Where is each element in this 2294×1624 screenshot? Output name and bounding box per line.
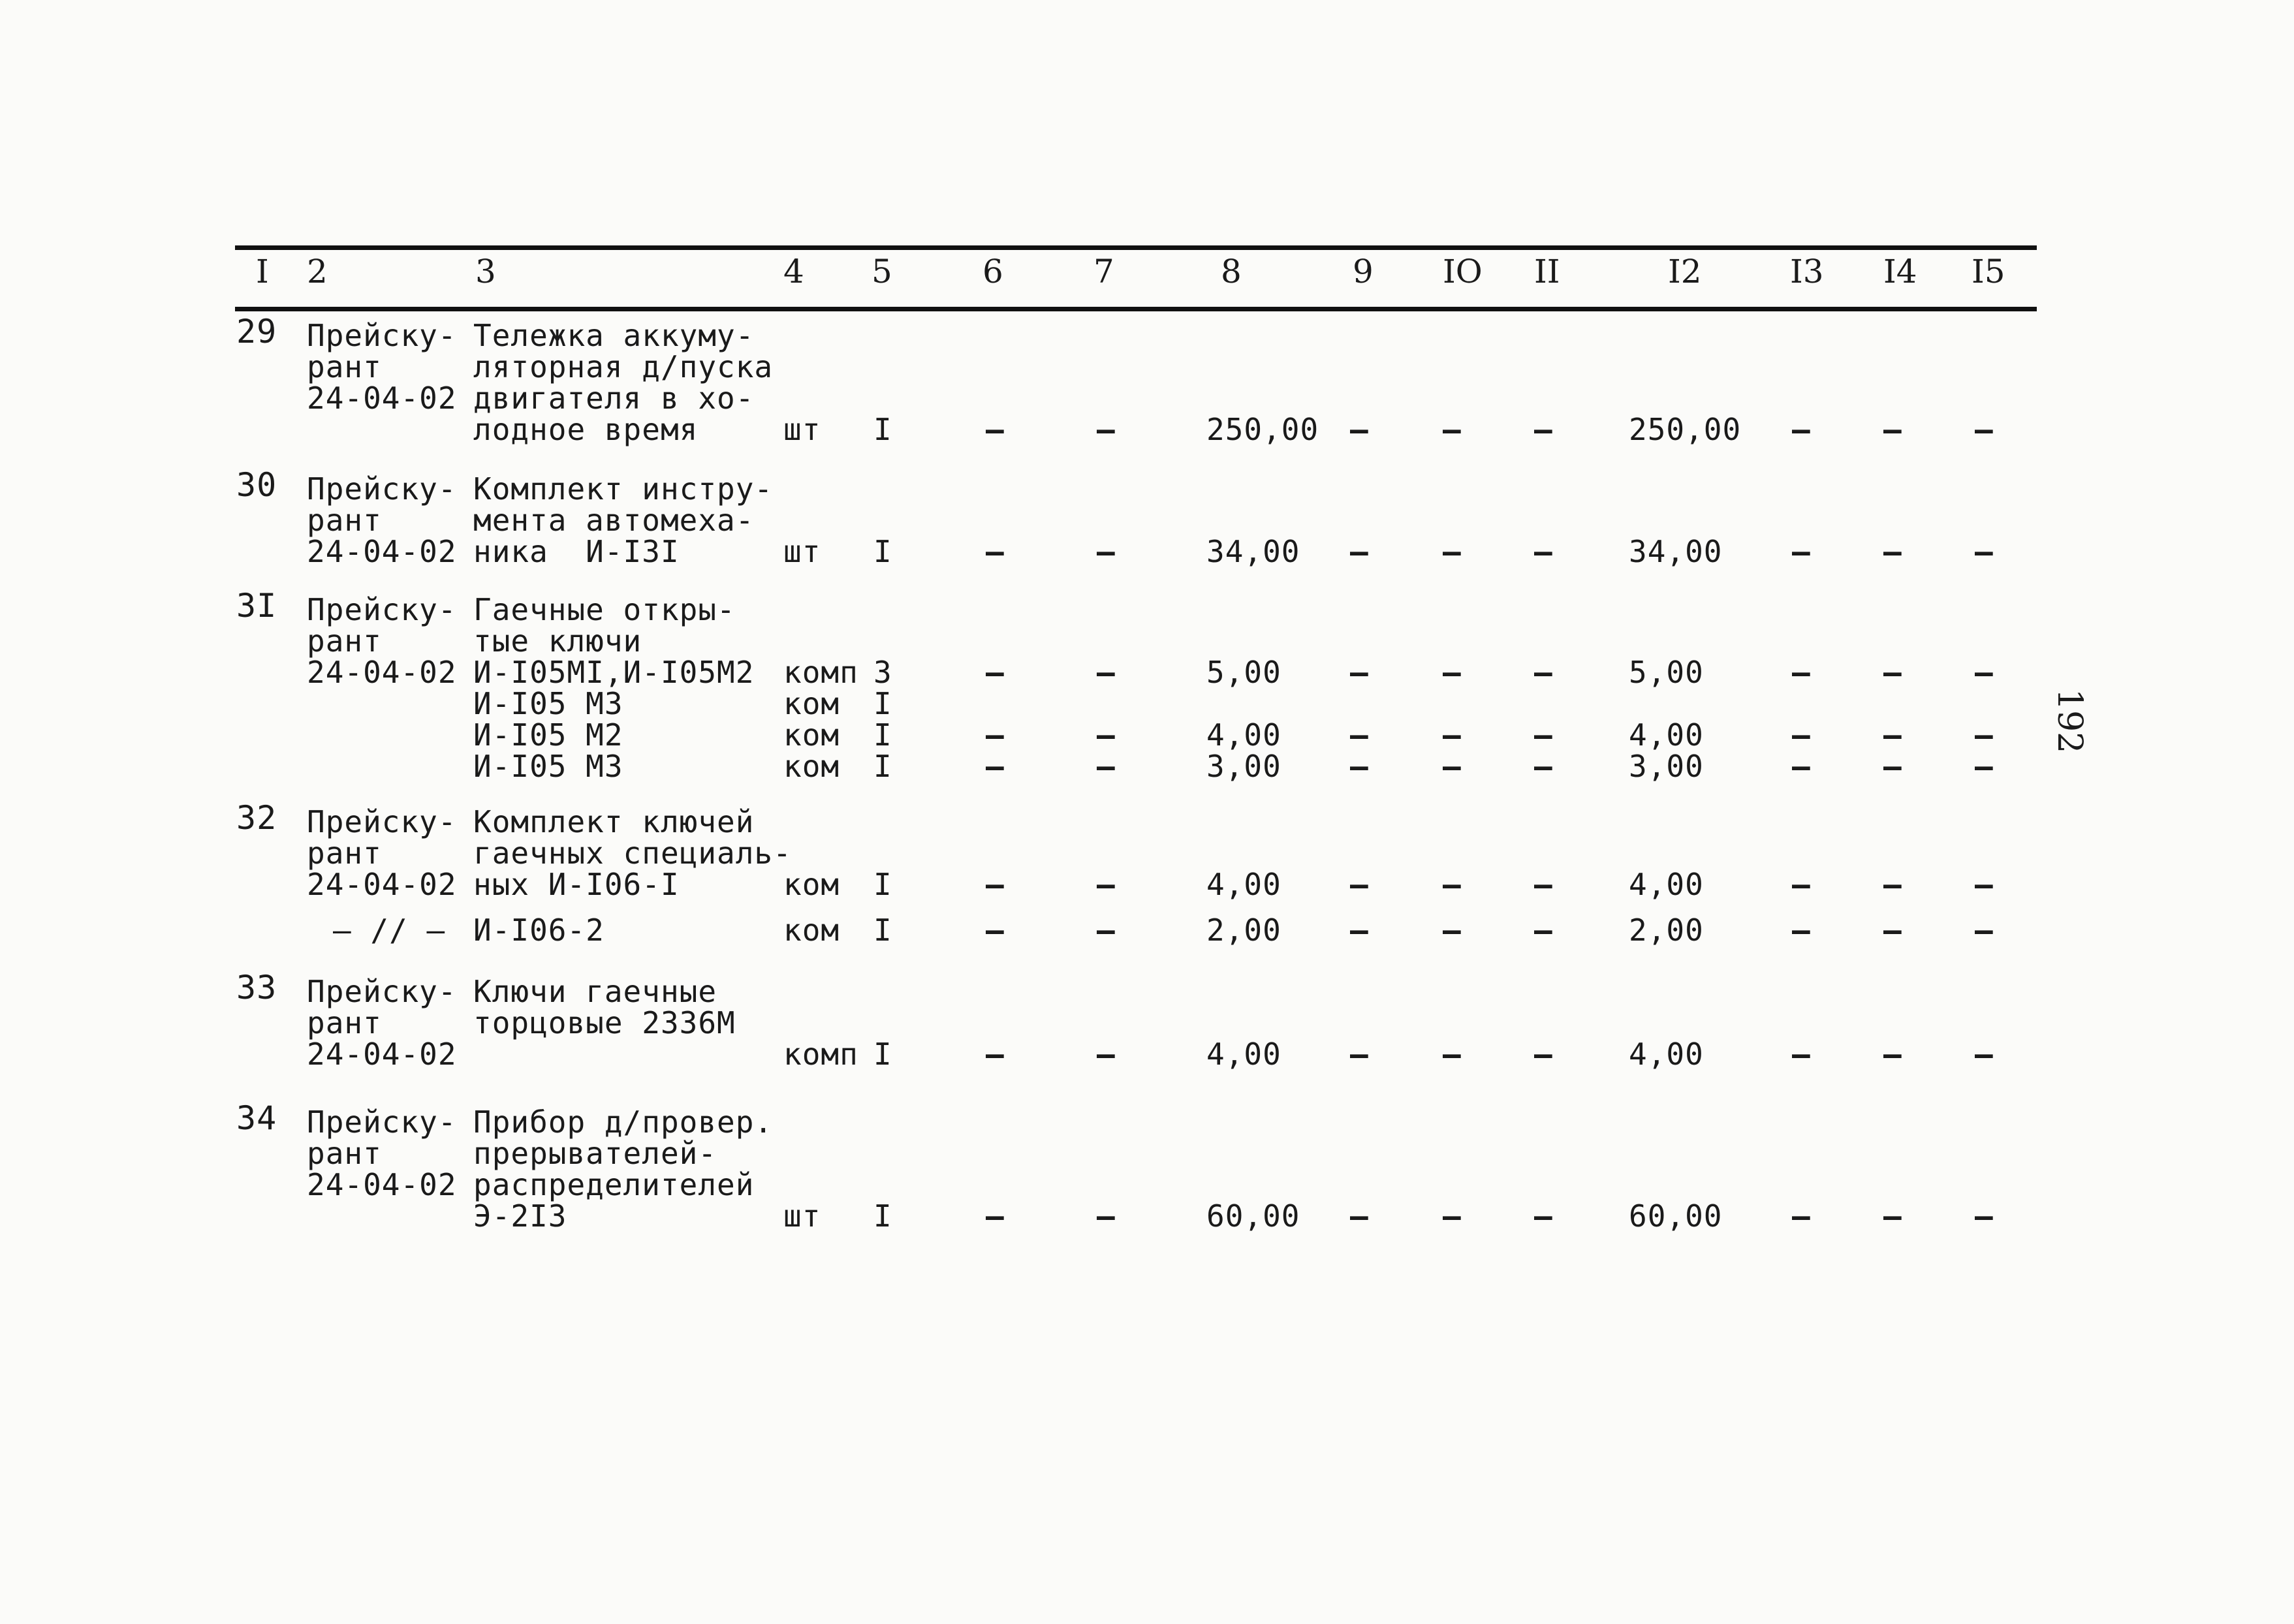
cell-c14: –: [1883, 1037, 1902, 1072]
cell-c8: 2,00: [1206, 913, 1281, 948]
row-source-line: 24-04-02: [307, 1167, 457, 1202]
cell-c15: –: [1975, 1198, 1994, 1234]
cell-c12: 250,00: [1629, 412, 1742, 447]
cell-c15: –: [1975, 749, 1994, 784]
cell-c9: –: [1350, 913, 1369, 948]
column-header: 9: [1353, 253, 1374, 290]
cell-c9: –: [1350, 1198, 1369, 1234]
cell-qty: I: [873, 1037, 892, 1072]
column-header: I3: [1790, 253, 1824, 290]
cell-c11: –: [1534, 1198, 1553, 1234]
cell-c12: 4,00: [1629, 867, 1704, 902]
cell-c6: –: [986, 1198, 1005, 1234]
cell-c8: 3,00: [1206, 749, 1281, 784]
cell-c13: –: [1792, 749, 1811, 784]
column-header: I5: [1972, 253, 2005, 290]
row-source-line: рант: [307, 349, 382, 384]
row-name-line: лодное время: [473, 412, 699, 447]
column-header: IO: [1443, 253, 1483, 290]
row-name-line: прерывателей-: [473, 1136, 717, 1171]
cell-c10: –: [1443, 1037, 1462, 1072]
cell-c14: –: [1883, 1198, 1902, 1234]
cell-c9: –: [1350, 655, 1369, 690]
row-name-line: тые ключи: [473, 623, 642, 659]
cell-c14: –: [1883, 412, 1902, 447]
cell-unit: шт: [783, 1198, 821, 1234]
cell-c11: –: [1534, 913, 1553, 948]
cell-unit: ком: [783, 717, 840, 753]
row-source-line: Прейску-: [307, 592, 457, 627]
row-source-line: рант: [307, 1005, 382, 1040]
page-number: 192: [2050, 689, 2089, 754]
cell-c15: –: [1975, 534, 1994, 569]
cell-c13: –: [1792, 1037, 1811, 1072]
cell-c15: –: [1975, 655, 1994, 690]
cell-c6: –: [986, 412, 1005, 447]
cell-c11: –: [1534, 534, 1553, 569]
cell-qty: I: [873, 1198, 892, 1234]
cell-c11: –: [1534, 749, 1553, 784]
cell-c15: –: [1975, 412, 1994, 447]
cell-c6: –: [986, 867, 1005, 902]
cell-unit: шт: [783, 412, 821, 447]
cell-c10: –: [1443, 717, 1462, 753]
cell-c12: 34,00: [1629, 534, 1723, 569]
cell-unit: комп: [783, 1037, 858, 1072]
cell-c14: –: [1883, 867, 1902, 902]
row-source-line: 24-04-02: [307, 867, 457, 902]
column-header: 6: [982, 253, 1003, 290]
row-source-line: рант: [307, 1136, 382, 1171]
table-header-rule: [235, 307, 2037, 311]
cell-c6: –: [986, 534, 1005, 569]
cell-c7: –: [1097, 913, 1116, 948]
column-header: I2: [1668, 253, 1702, 290]
cell-c9: –: [1350, 412, 1369, 447]
row-number: 29: [236, 313, 277, 351]
cell-c7: –: [1097, 867, 1116, 902]
row-source-line: 24-04-02: [307, 1037, 457, 1072]
row-source-line: Прейску-: [307, 1104, 457, 1140]
cell-c15: –: [1975, 913, 1994, 948]
cell-unit: ком: [783, 913, 840, 948]
cell-qty: I: [873, 717, 892, 753]
cell-c14: –: [1883, 534, 1902, 569]
cell-c7: –: [1097, 655, 1116, 690]
row-name-line: И-I05МI,И-I05М2: [473, 655, 755, 690]
cell-c9: –: [1350, 749, 1369, 784]
row-number: 30: [236, 466, 277, 504]
column-header: I4: [1883, 253, 1917, 290]
cell-c7: –: [1097, 1037, 1116, 1072]
row-source-line: Прейску-: [307, 318, 457, 353]
cell-c10: –: [1443, 913, 1462, 948]
row-source-line: 24-04-02: [307, 655, 457, 690]
cell-c13: –: [1792, 534, 1811, 569]
cell-c9: –: [1350, 867, 1369, 902]
row-source-line: рант: [307, 623, 382, 659]
cell-c14: –: [1883, 655, 1902, 690]
cell-c11: –: [1534, 655, 1553, 690]
row-number: 33: [236, 969, 277, 1007]
cell-qty: I: [873, 686, 892, 721]
column-header: 4: [783, 253, 804, 290]
cell-c7: –: [1097, 412, 1116, 447]
cell-c12: 5,00: [1629, 655, 1704, 690]
column-header: II: [1534, 253, 1560, 290]
cell-unit: комп: [783, 655, 858, 690]
row-number: 32: [236, 799, 277, 837]
cell-c7: –: [1097, 1198, 1116, 1234]
cell-c13: –: [1792, 913, 1811, 948]
cell-c6: –: [986, 749, 1005, 784]
row-source-line: 24-04-02: [307, 534, 457, 569]
cell-c6: –: [986, 1037, 1005, 1072]
cell-c11: –: [1534, 412, 1553, 447]
cell-c12: 4,00: [1629, 1037, 1704, 1072]
cell-c10: –: [1443, 534, 1462, 569]
row-number: 34: [236, 1099, 277, 1137]
cell-c6: –: [986, 655, 1005, 690]
cell-qty: I: [873, 867, 892, 902]
cell-c15: –: [1975, 867, 1994, 902]
cell-c12: 60,00: [1629, 1198, 1723, 1234]
row-name-line: гаечных специаль-: [473, 835, 792, 871]
cell-c8: 250,00: [1206, 412, 1319, 447]
cell-c8: 4,00: [1206, 717, 1281, 753]
row-name-line: торцовые 2336М: [473, 1005, 736, 1040]
row-name-line: Прибор д/провер.: [473, 1104, 774, 1140]
cell-c11: –: [1534, 1037, 1553, 1072]
cell-c8: 60,00: [1206, 1198, 1300, 1234]
cell-qty: I: [873, 913, 892, 948]
column-header: 7: [1093, 253, 1114, 290]
cell-c7: –: [1097, 534, 1116, 569]
row-source-line: рант: [307, 503, 382, 538]
cell-c13: –: [1792, 412, 1811, 447]
row-name-line: мента автомеха-: [473, 503, 755, 538]
cell-c14: –: [1883, 749, 1902, 784]
row-name-line: Комплект инстру-: [473, 471, 774, 507]
cell-c13: –: [1792, 717, 1811, 753]
cell-c15: –: [1975, 717, 1994, 753]
cell-unit: ком: [783, 867, 840, 902]
row-source-line: Прейску-: [307, 804, 457, 839]
cell-c9: –: [1350, 534, 1369, 569]
cell-c10: –: [1443, 749, 1462, 784]
cell-c14: –: [1883, 717, 1902, 753]
row-name-line: Тележка аккуму-: [473, 318, 755, 353]
cell-c12: 2,00: [1629, 913, 1704, 948]
column-header: 8: [1221, 253, 1242, 290]
row-source-line: Прейску-: [307, 471, 457, 507]
cell-c12: 4,00: [1629, 717, 1704, 753]
row-name-line: Ключи гаечные: [473, 974, 717, 1009]
cell-c14: –: [1883, 913, 1902, 948]
cell-c9: –: [1350, 717, 1369, 753]
cell-c11: –: [1534, 867, 1553, 902]
sub-name: И-I06-2: [473, 913, 605, 948]
cell-c6: –: [986, 717, 1005, 753]
cell-c7: –: [1097, 749, 1116, 784]
cell-c8: 5,00: [1206, 655, 1281, 690]
cell-unit: ком: [783, 749, 840, 784]
cell-c9: –: [1350, 1037, 1369, 1072]
cell-c13: –: [1792, 867, 1811, 902]
cell-c12: 3,00: [1629, 749, 1704, 784]
row-name-line: распределителей: [473, 1167, 755, 1202]
row-name-line: И-I05 М3: [473, 749, 623, 784]
cell-c8: 4,00: [1206, 867, 1281, 902]
row-source-line: рант: [307, 835, 382, 871]
cell-unit: ком: [783, 686, 840, 721]
row-name-line: Э-2I3: [473, 1198, 567, 1234]
table-top-rule: [235, 245, 2037, 250]
cell-c15: –: [1975, 1037, 1994, 1072]
cell-c10: –: [1443, 1198, 1462, 1234]
column-header: I: [256, 253, 269, 290]
cell-c8: 4,00: [1206, 1037, 1281, 1072]
row-source-line: Прейску-: [307, 974, 457, 1009]
cell-c6: –: [986, 913, 1005, 948]
cell-c7: –: [1097, 717, 1116, 753]
cell-c10: –: [1443, 412, 1462, 447]
cell-c8: 34,00: [1206, 534, 1300, 569]
column-header: 3: [475, 253, 496, 290]
cell-c13: –: [1792, 1198, 1811, 1234]
cell-qty: I: [873, 534, 892, 569]
sub-source: – // –: [333, 913, 446, 948]
row-name-line: ника И-I3I: [473, 534, 680, 569]
row-name-line: ляторная д/пуска: [473, 349, 774, 384]
row-name-line: двигателя в хо-: [473, 381, 755, 416]
cell-qty: I: [873, 749, 892, 784]
cell-c10: –: [1443, 655, 1462, 690]
row-name-line: Гаечные откры-: [473, 592, 736, 627]
row-name-line: Комплект ключей: [473, 804, 755, 839]
cell-c10: –: [1443, 867, 1462, 902]
row-name-line: И-I05 М2: [473, 717, 623, 753]
row-name-line: ных И-I06-I: [473, 867, 680, 902]
cell-qty: I: [873, 412, 892, 447]
column-header: 2: [307, 253, 328, 290]
row-name-line: И-I05 М3: [473, 686, 623, 721]
row-source-line: 24-04-02: [307, 381, 457, 416]
cell-c11: –: [1534, 717, 1553, 753]
column-header: 5: [872, 253, 892, 290]
cell-qty: 3: [873, 655, 892, 690]
row-number: 3I: [236, 587, 277, 625]
cell-c13: –: [1792, 655, 1811, 690]
cell-unit: шт: [783, 534, 821, 569]
